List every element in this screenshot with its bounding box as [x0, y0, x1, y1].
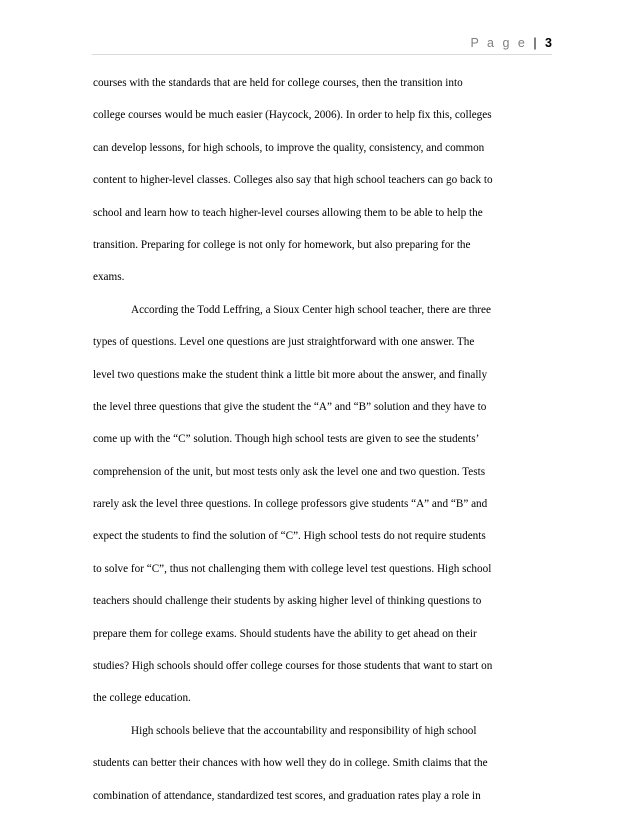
text-line: content to higher-level classes. Colleges also say that high school teachers can go back to: [93, 174, 493, 187]
text-line: level two questions make the student think a little bit more about the answer, and finally: [93, 368, 488, 381]
text-line: rarely ask the level three questions. In college professors give students “A” and “B” and: [93, 498, 488, 511]
text-line: comprehension of the unit, but most tests only ask the level one and two question. Tests: [93, 465, 486, 478]
page-header: [470, 36, 552, 50]
paragraph-first-line: High schools believe that the accountability and responsibility of high school: [131, 724, 477, 737]
text-line: college courses would be much easier (Haycock, 2006). In order to help fix this, colleges: [93, 109, 492, 122]
text-line: teachers should challenge their students by asking higher level of thinking questions to: [93, 595, 482, 608]
text-line: students can better their chances with how well they do in college. Smith claims that the: [93, 757, 488, 770]
text-line: the level three questions that give the student the “A” and “B” solution and they have to: [93, 400, 487, 413]
page-label: P a g e: [470, 36, 528, 50]
text-line: come up with the “C” solution. Though high school tests are given to see the students’: [93, 433, 480, 446]
text-line: courses with the standards that are held for college courses, then the transition into: [93, 77, 463, 89]
text-line: studies? High schools should offer college courses for those students that want to start on: [93, 660, 493, 673]
document-body: [93, 67, 553, 812]
header-divider: [92, 54, 552, 55]
text-line: can develop lessons, for high schools, to improve the quality, consistency, and common: [93, 141, 485, 154]
text-line: exams.: [93, 271, 125, 284]
text-line: types of questions. Level one questions are just straightforward with one answer. The: [93, 336, 475, 349]
page-separator: |: [533, 36, 540, 50]
text-line: transition. Preparing for college is not only for homework, but also preparing for the: [93, 238, 471, 251]
text-line: the college education.: [93, 692, 191, 705]
paragraph-first-line: According the Todd Leffring, a Sioux Center high school teacher, there are three: [131, 303, 491, 316]
page-number: 3: [545, 36, 552, 50]
text-line: combination of attendance, standardized test scores, and graduation rates play a role in: [93, 789, 481, 802]
text-line: to solve for “C”, thus not challenging them with college level test questions. High school: [93, 562, 492, 575]
text-line: school and learn how to teach higher-level courses allowing them to be able to help the: [93, 206, 483, 219]
text-line: prepare them for college exams. Should students have the ability to get ahead on their: [93, 627, 477, 640]
text-line: expect the students to find the solution of “C”. High school tests do not require students: [93, 530, 486, 543]
